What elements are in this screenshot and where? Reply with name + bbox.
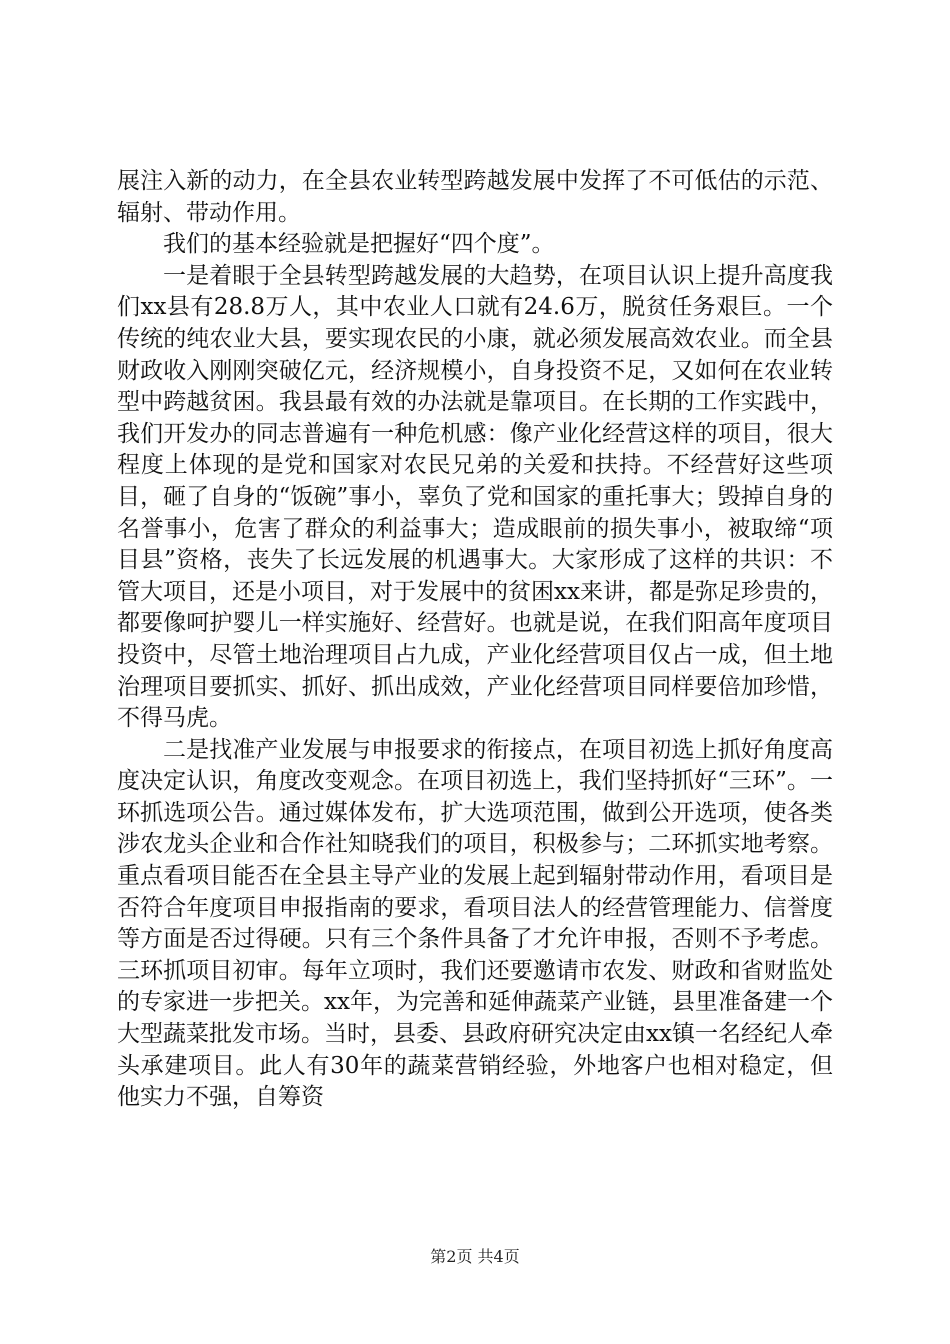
paragraph-basic-experience: 我们的基本经验就是把握好“四个度”。 bbox=[163, 231, 555, 258]
page-footer: 第2页 共4页 bbox=[430, 1247, 520, 1266]
paragraph-continuation: 展注入新的动力，在全县农业转型跨越发展中发挥了不可低估的示范、辐射、带动作用。 bbox=[117, 168, 833, 226]
document-body bbox=[117, 166, 833, 1114]
paragraph-point-two: 二是找准产业发展与申报要求的衔接点，在项目初选上抓好角度高度决定认识，角度改变观念。在项目初选上，我们坚持抓好“三环”。一环抓选项公告。通过媒体发布，扩大选项范围，做到公开选项，使各类涉农龙头企业和合作社知晓我们的项目，积极参与；二环抓实地考察。重点看项目能否在全县主导产业的发展上起到辐射带动作用，看项目是否符合年度项目申报指南的要求，看项目法人的经营管理能力、信誉度等方面是否过得硬。只有三个条件具备了才允许申报，否则不予考虑。三环抓项目初审。每年立项时，我们还要邀请市农发、财政和省财监处的专家进一步把关。xx年，为完善和延伸蔬菜产业链，县里准备建一个大型蔬菜批发市场。当时，县委、县政府研究决定由xx镇一名经纪人牵头承建项目。此人有30年的蔬菜营销经验，外地客户也相对稳定，但他实力不强，自筹资 bbox=[117, 736, 833, 1111]
paragraph-point-one: 一是着眼于全县转型跨越发展的大趋势，在项目认识上提升高度我们xx县有28.8万人，其中农业人口就有24.6万，脱贫任务艰巨。一个传统的纯农业大县，要实现农民的小康，就必须发展高效农业。而全县财政收入刚刚突破亿元，经济规模小，自身投资不足，又如何在农业转型中跨越贫困。我县最有效的办法就是靠项目。在长期的工作实践中，我们开发办的同志普遍有一种危机感：像产业化经营这样的项目，很大程度上体现的是党和国家对农民兄弟的关爱和扶持。不经营好这些项目，砸了自身的“饭碗”事小，辜负了党和国家的重托事大；毁掉自身的名誉事小，危害了群众的利益事大；造成眼前的损失事小，被取缔“项目县”资格，丧失了长远发展的机遇事大。大家形成了这样的共识：不管大项目，还是小项目，对于发展中的贫困xx来讲，都是弥足珍贵的，都要像呵护婴儿一样实施好、经营好。也就是说，在我们阳高年度项目投资中，尽管土地治理项目占九成，产业化经营项目仅占一成，但土地治理项目要抓实、抓好、抓出成效，产业化经营项目同样要倍加珍惜，不得马虎。 bbox=[117, 262, 833, 732]
